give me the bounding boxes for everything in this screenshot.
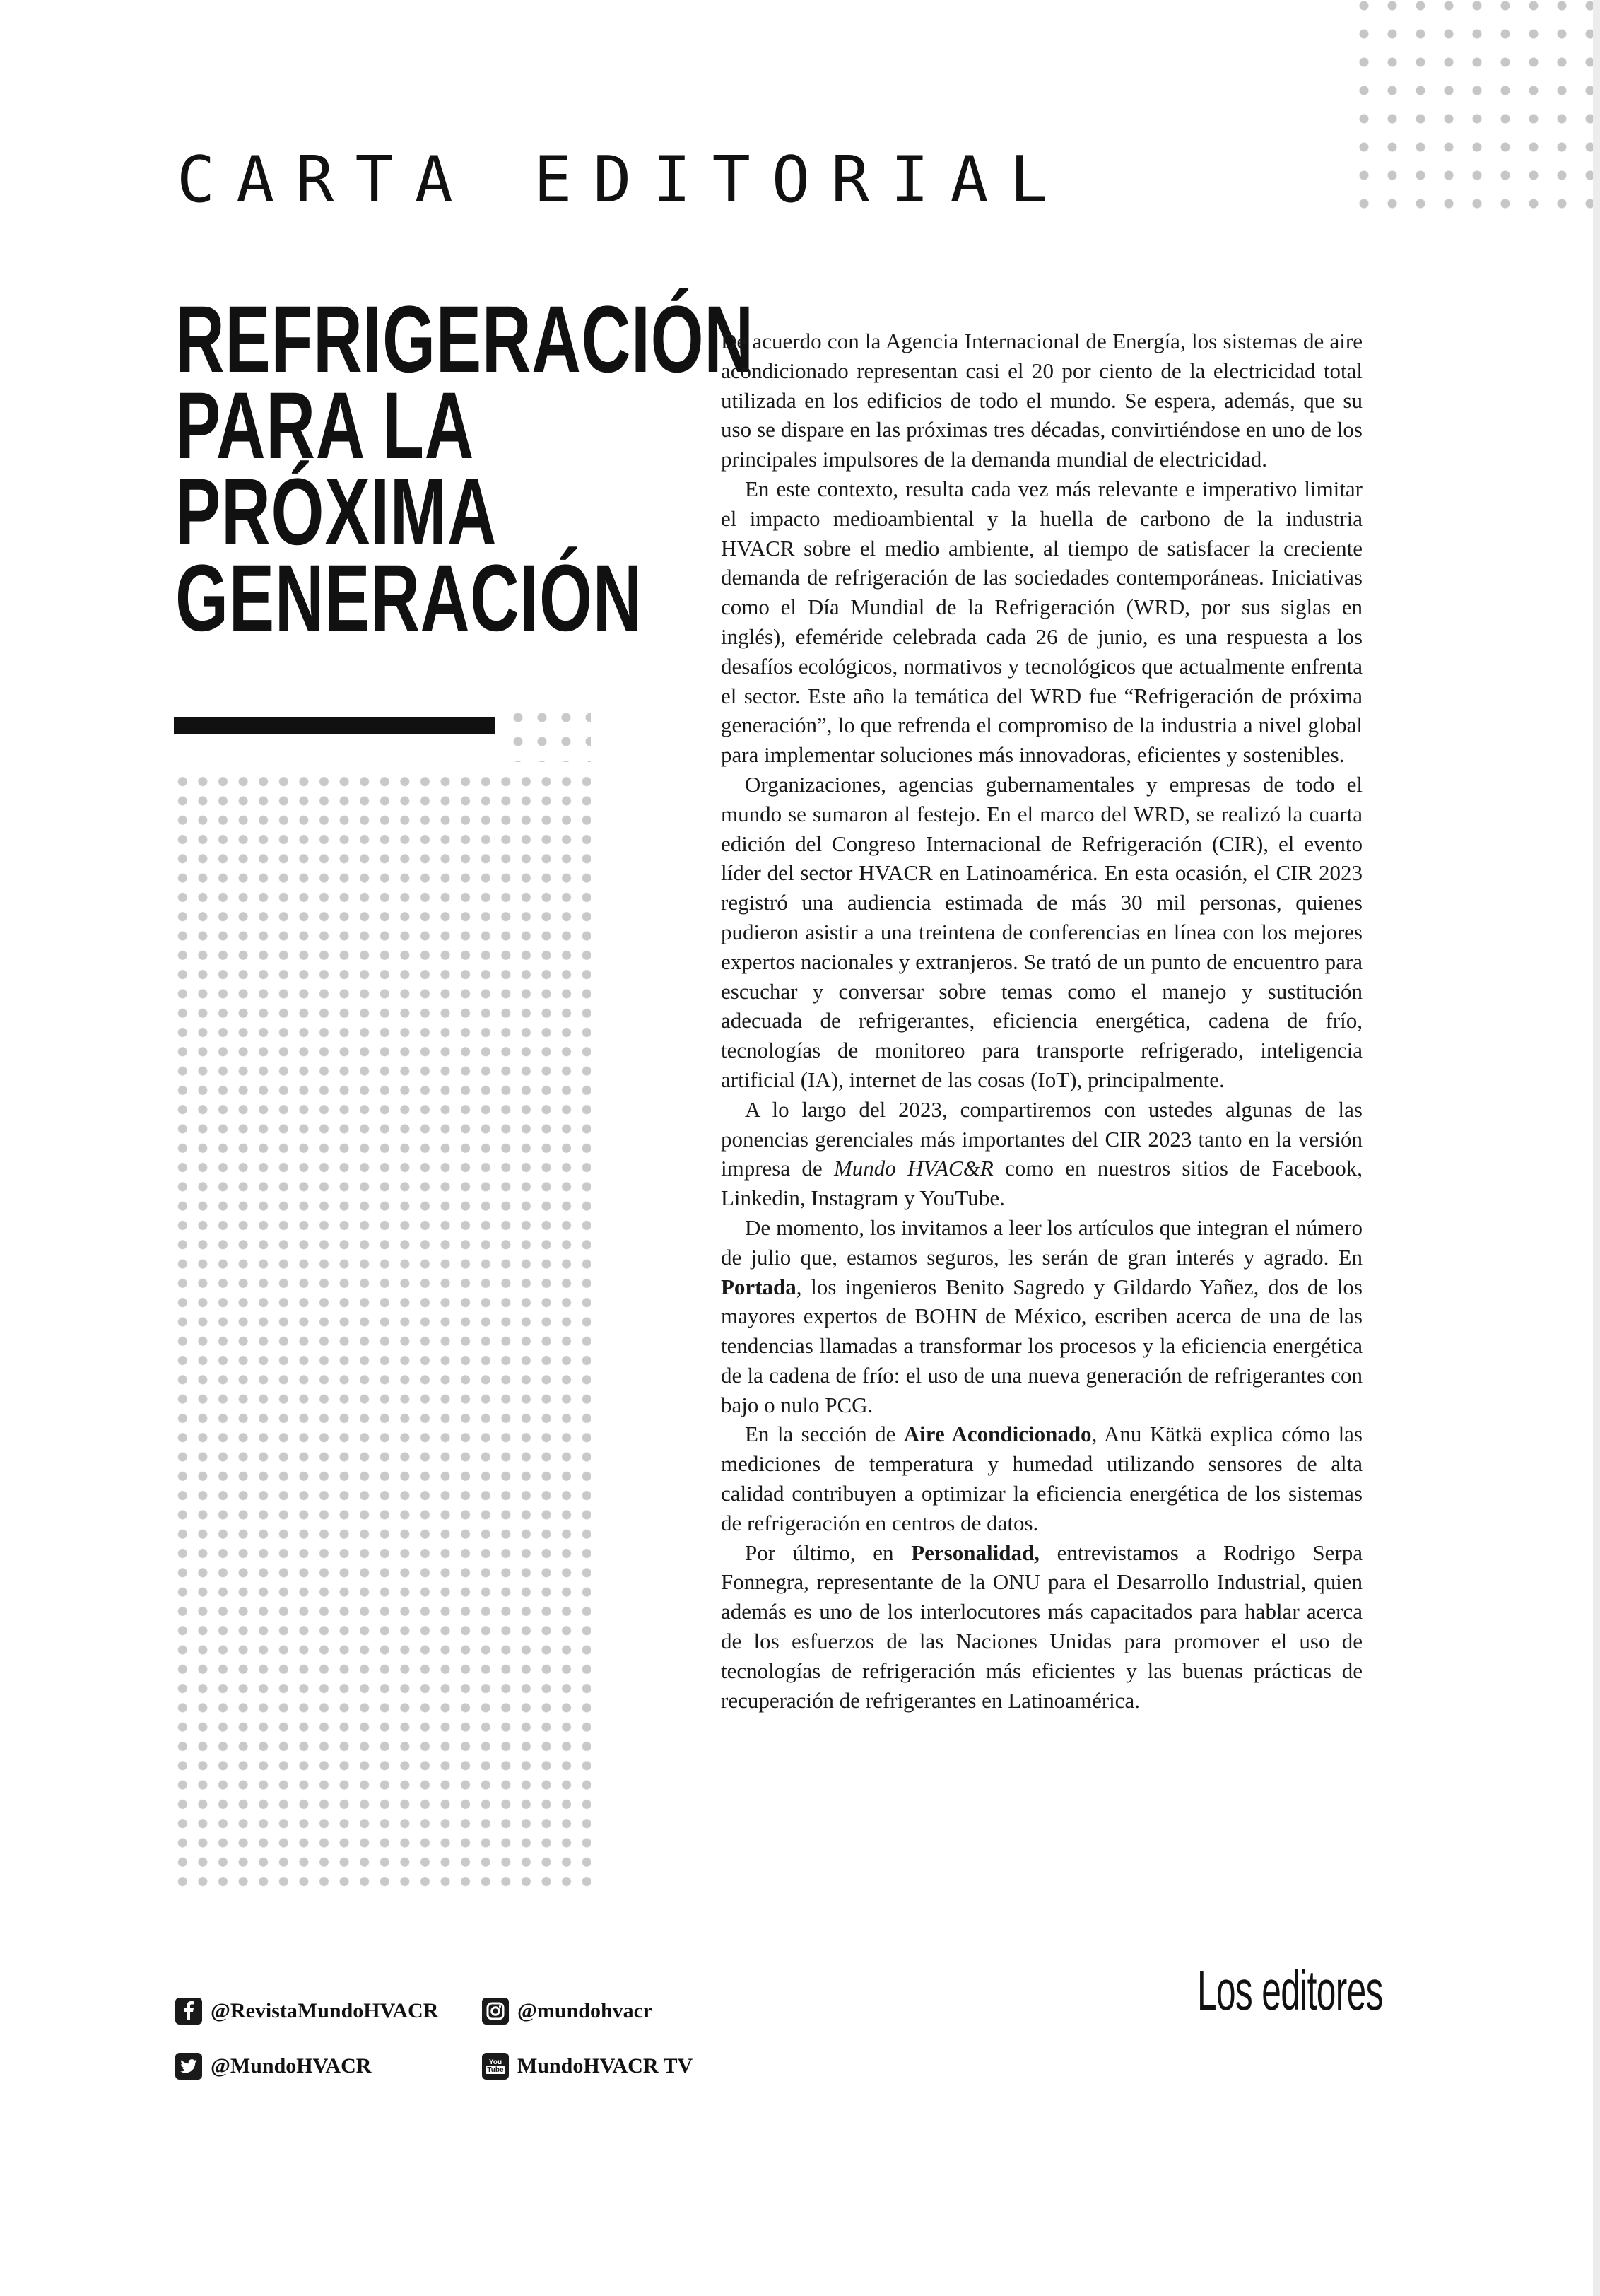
youtube-icon	[482, 2053, 509, 2080]
social-youtube[interactable]	[482, 2053, 693, 2080]
page-edge-shadow	[1593, 0, 1600, 2296]
decorative-dot-pattern-small	[506, 705, 591, 762]
paragraph-text: Por último, en	[745, 1540, 912, 1565]
youtube-icon-text-top: You	[488, 2058, 502, 2066]
editor-signature: Los editores	[1197, 1959, 1383, 2022]
editorial-body	[721, 327, 1363, 1715]
social-instagram[interactable]	[482, 1998, 652, 2025]
paragraph-text: , Anu Kätkä explica cómo las mediciones de temperatura y humedad utilizando sensores de alta calidad contribuyen a optimizar la eficiencia energética de los sistemas de refrigeración en centros de datos.	[721, 1422, 1363, 1535]
section-reference: Portada	[721, 1274, 796, 1299]
body-paragraph: De acuerdo con la Agencia Internacional de Energía, los sistemas de aire acondicionado representan casi el 20 por ciento de la electricidad total utilizada en los edificios de todo el mundo. Se espera, además, que su uso se dispare en las próximas tres décadas, convirtiéndose en uno de los principales impulsores de la demanda mundial de electricidad.	[721, 329, 1363, 472]
paragraph-text: entrevistamos a Rodrigo Serpa Fonnegra, representante de la ONU para el Desarrollo Industrial, quien además es uno de los interlocutores más capacitados para hablar acerca de los esfuerzos de las Naciones Unidas para promover el uso de tecnologías de refrigeración más eficientes y las buenas prácticas de recuperación de refrigerantes en Latinoamérica.	[721, 1540, 1363, 1713]
headline-underline-rule	[174, 717, 495, 734]
headline-line: PRÓXIMA	[175, 459, 498, 565]
instagram-handle[interactable]: @mundohvacr	[517, 1999, 653, 2022]
social-facebook[interactable]	[175, 1998, 438, 2025]
twitter-icon	[175, 2053, 202, 2080]
body-paragraph	[721, 1538, 1363, 1716]
body-paragraph	[721, 1095, 1363, 1213]
facebook-icon	[175, 1998, 202, 2025]
paragraph-text: De momento, los invitamos a leer los artículos que integran el número de julio que, estamos seguros, les serán de gran interés y agrado. En	[721, 1214, 1363, 1270]
body-paragraph	[721, 1213, 1363, 1420]
paragraph-text: como en nuestros sitios de Facebook, Linkedin, Instagram y YouTube.	[721, 1156, 1363, 1211]
headline-line: GENERACIÓN	[175, 546, 643, 651]
facebook-handle[interactable]: @RevistaMundoHVACR	[211, 1999, 439, 2022]
decorative-dot-pattern-top	[1350, 0, 1600, 212]
instagram-icon	[482, 1998, 509, 2025]
decorative-dot-pattern-column	[172, 772, 591, 1890]
paragraph-text: , los ingenieros Benito Sagredo y Gildardo Yañez, dos de los mayores expertos de BOHN de México, escriben acerca de una de las tendencias llamadas a transformar los procesos y la eficiencia energética de la cadena de frío: el uso de una nueva generación de refrigerantes con bajo o nulo PCG.	[721, 1274, 1363, 1417]
twitter-handle[interactable]: @MundoHVACR	[211, 2054, 372, 2078]
paragraph-text: A lo largo del 2023, compartiremos con ustedes algunas de las ponencias gerenciales más importantes del CIR 2023 tanto en la versión impresa de	[721, 1096, 1363, 1181]
body-paragraph: Organizaciones, agencias gubernamentales y empresas de todo el mundo se sumaron al festejo. En el marco del WRD, se realizó la cuarta edición del Congreso Internacional de Refrigeración (CIR), el evento líder del sector HVACR en Latinoamérica. En esta ocasión, el CIR 2023 registró una audiencia estimada de más 30 mil personas, quienes pudieron asistir a una treintena de conferencias en línea con los mejores expertos nacionales y extranjeros. Se trató de un punto de encuentro para escuchar y conversar sobre temas como el manejo y sustitución adecuada de refrigerantes, eficiencia energética, cadena de frío, tecnologías de monitoreo para transporte refrigerado, inteligencia artificial (IA), internet de las cosas (IoT), principalmente.	[721, 771, 1363, 1092]
social-twitter[interactable]	[175, 2053, 371, 2080]
section-label: CARTA EDITORIAL	[177, 143, 1069, 217]
headline-line: PARA LA	[175, 373, 475, 479]
section-reference: Personalidad,	[911, 1540, 1040, 1565]
section-reference: Aire Acondicionado	[903, 1422, 1092, 1447]
headline	[175, 287, 754, 651]
body-paragraph	[721, 1419, 1363, 1538]
magazine-name: Mundo HVAC&R	[833, 1156, 994, 1181]
youtube-handle[interactable]: MundoHVACR TV	[517, 2054, 693, 2078]
body-paragraph: En este contexto, resulta cada vez más relevante e imperativo limitar el impacto medioambiental y la huella de carbono de la industria HVACR sobre el medio ambiente, al tiempo de satisfacer la creciente demanda de refrigeración de las sociedades contemporáneas. Iniciativas como el Día Mundial de la Refrigeración (WRD, por sus siglas en inglés), efeméride celebrada cada 26 de junio, es una respuesta a los desafíos ecológicos, normativos y tecnológicos que actualmente enfrenta el sector. Este año la temática del WRD fue “Refrigeración de próxima generación”, lo que refrenda el compromiso de la industria a nivel global para implementar soluciones más innovadoras, eficientes y sostenibles.	[721, 476, 1363, 768]
paragraph-text: En la sección de	[745, 1422, 904, 1447]
youtube-icon-text-bottom: Tube	[487, 2066, 504, 2074]
headline-line: REFRIGERACIÓN	[175, 287, 754, 392]
